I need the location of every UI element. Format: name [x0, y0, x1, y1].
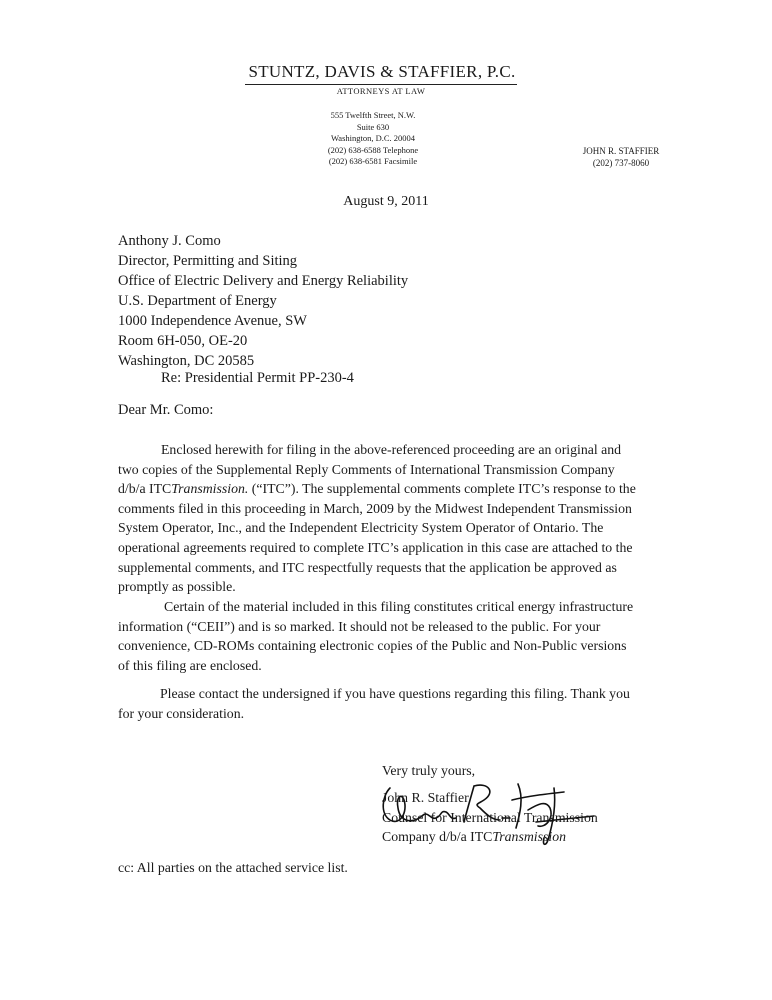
signer-company: Company d/b/a ITC [382, 829, 493, 845]
body-paragraph-2: Certain of the material included in this filing constitutes critical energy infrastructure information (“CEII”) and is so marked. It should not be released to the public. For your convenience, CD-ROMs containing electronic copies of the Public and Non-Public versions of this filing are enclosed. [118, 599, 634, 673]
signer-title-line: Counsel for International Transmission [382, 809, 598, 825]
address-line: (202) 638-6588 Telephone [327, 144, 419, 155]
paragraph-text: Enclosed herewith for filing in the above-referenced proceeding are an original and two copies of the Supplemental Reply Comments of International Transmission Company d/b/a ITC [118, 442, 622, 497]
body-paragraph-1 [118, 440, 638, 597]
signature-block [382, 788, 598, 847]
letterhead-rule [245, 84, 517, 85]
recipient-address [118, 231, 408, 371]
partner-phone: (202) 737-8060 [592, 158, 650, 168]
firm-name: STUNTZ, DAVIS & STAFFIER, P.C. [248, 62, 516, 81]
re-line: Re: Presidential Permit PP-230-4 [161, 370, 354, 386]
italic-text: Transmission. [171, 481, 249, 497]
recipient-line: Room 6H-050, OE-20 [118, 333, 248, 349]
recipient-line: Office of Electric Delivery and Energy Reliability [118, 273, 409, 289]
address-line: Suite 630 [356, 121, 390, 132]
partner-name: JOHN R. STAFFIER [582, 146, 660, 156]
partner-block [560, 145, 682, 169]
signer-name: John R. Staffier [382, 790, 469, 805]
recipient-line: 1000 Independence Avenue, SW [118, 313, 307, 329]
body-paragraph-3: Please contact the undersigned if you have questions regarding this filing. Thank you for your consideration. [118, 686, 630, 721]
address-line: Washington, D.C. 20004 [330, 133, 416, 143]
address-line: 555 Twelfth Street, N.W. [330, 110, 416, 120]
recipient-line: Director, Permitting and Siting [118, 253, 298, 269]
signer-title-line [382, 827, 598, 847]
salutation: Dear Mr. Como: [118, 402, 214, 418]
recipient-line: U.S. Department of Energy [118, 293, 277, 309]
italic-text: Transmission [492, 829, 566, 845]
firm-subtitle: ATTORNEYS AT LAW [336, 86, 426, 96]
recipient-line: Anthony J. Como [118, 233, 221, 249]
paragraph-text: (“ITC”). The supplemental comments complete ITC’s response to the comments filed in this proceeding in March, 2009 by the Midwest Independent Transmission System Operator, Inc., and the Independent Electricity System Operator of Ontario. The operational agreements required to complete ITC’s application in this case are attached to the supplemental comments, and ITC respectfully requests that the application be approved as promptly as possible. [118, 481, 636, 595]
cc-line: cc: All parties on the attached service list. [118, 860, 348, 875]
closing: Very truly yours, [382, 763, 476, 778]
firm-address [310, 110, 436, 168]
letter-date: August 9, 2011 [343, 194, 429, 209]
recipient-line: Washington, DC 20585 [118, 353, 255, 369]
address-line: (202) 638-6581 Facsimile [328, 156, 418, 166]
